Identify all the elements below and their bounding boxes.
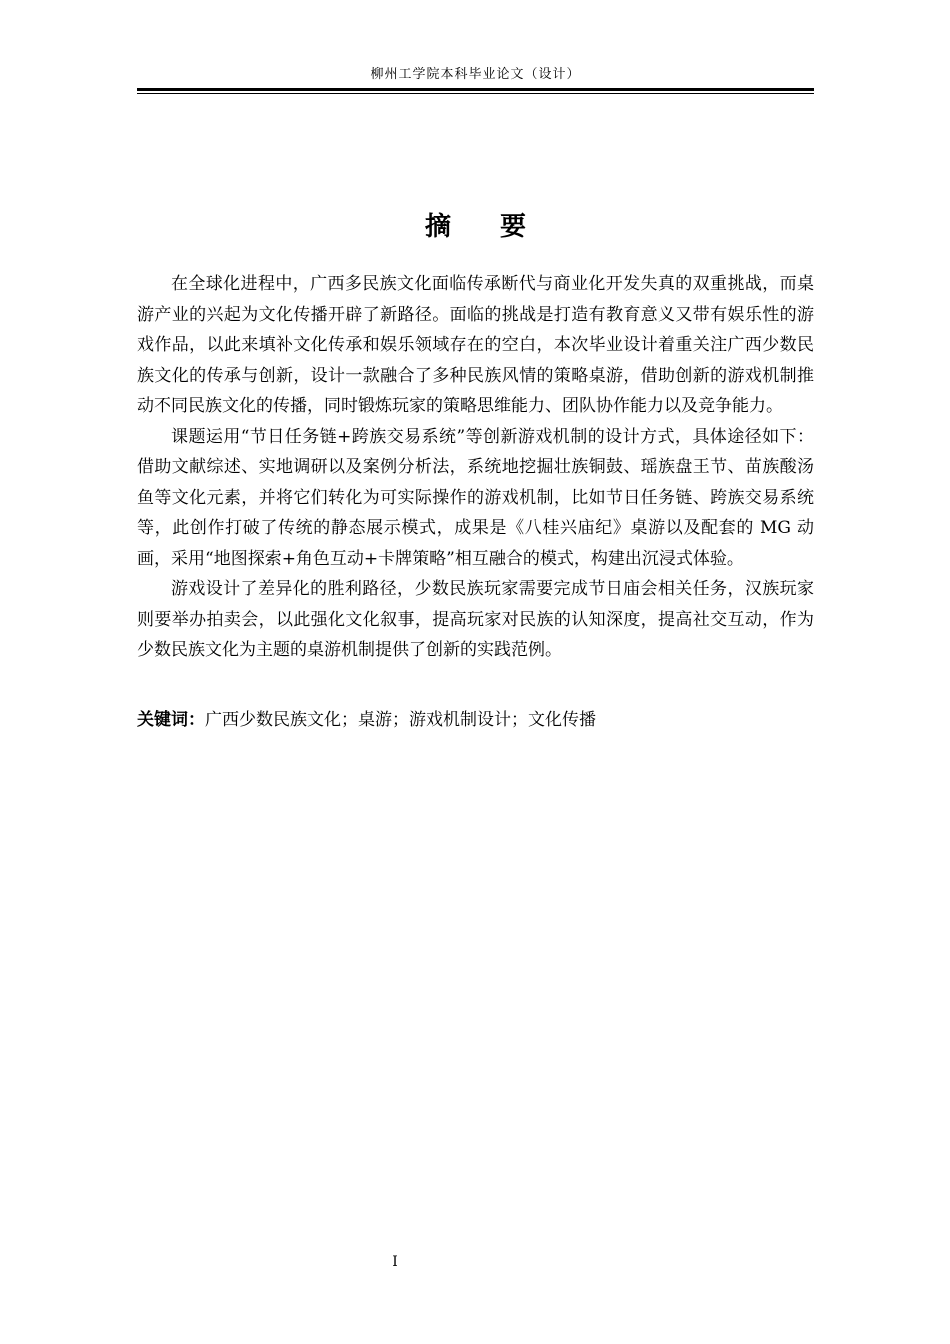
abstract-title: 摘 要 [424, 212, 547, 242]
abstract-body [137, 269, 814, 666]
header-rule-thin [137, 93, 814, 94]
header-rule-thick [137, 88, 814, 91]
abstract-paragraph-2: 课题运用“节日任务链+跨族交易系统”等创新游戏机制的设计方式，具体途径如下：借助文献综述、实地调研以及案例分析法，系统地挖掘壮族铜鼓、瑶族盘王节、苗族酸汤鱼等文化元素，并将它们转化为可实际操作的游戏机制，比如节日任务链、跨族交易系统等，此创作打破了传统的静态展示模式，成果是《八桂兴庙纪》桌游以及配套的 MG 动画，采用“地图探索+角色互动+卡牌策略”相互融合的模式，构建出沉浸式体验。 [137, 426, 814, 569]
keywords-line [137, 705, 814, 735]
abstract-paragraph-3: 游戏设计了差异化的胜利路径，少数民族玩家需要完成节日庙会相关任务，汉族玩家则要举办拍卖会，以此强化文化叙事，提高玩家对民族的认知深度，提高社交互动，作为少数民族文化为主题的桌游机制提供了创新的实践范例。 [137, 579, 814, 660]
abstract-paragraph-1: 在全球化进程中，广西多民族文化面临传承断代与商业化开发失真的双重挑战，而桌游产业的兴起为文化传播开辟了新路径。面临的挑战是打造有教育意义又带有娱乐性的游戏作品，以此来填补文化传承和娱乐领域存在的空白，本次毕业设计着重关注广西少数民族文化的传承与创新，设计一款融合了多种民族风情的策略桌游，借助创新的游戏机制推动不同民族文化的传播，同时锻炼玩家的策略思维能力、团队协作能力以及竞争能力。 [137, 274, 814, 416]
keywords-text: 广西少数民族文化；桌游；游戏机制设计；文化传播 [205, 710, 596, 730]
keywords-label: 关键词： [137, 710, 205, 730]
page-number: I [392, 1254, 398, 1270]
running-header: 柳州工学院本科毕业论文（设计） [370, 67, 581, 82]
